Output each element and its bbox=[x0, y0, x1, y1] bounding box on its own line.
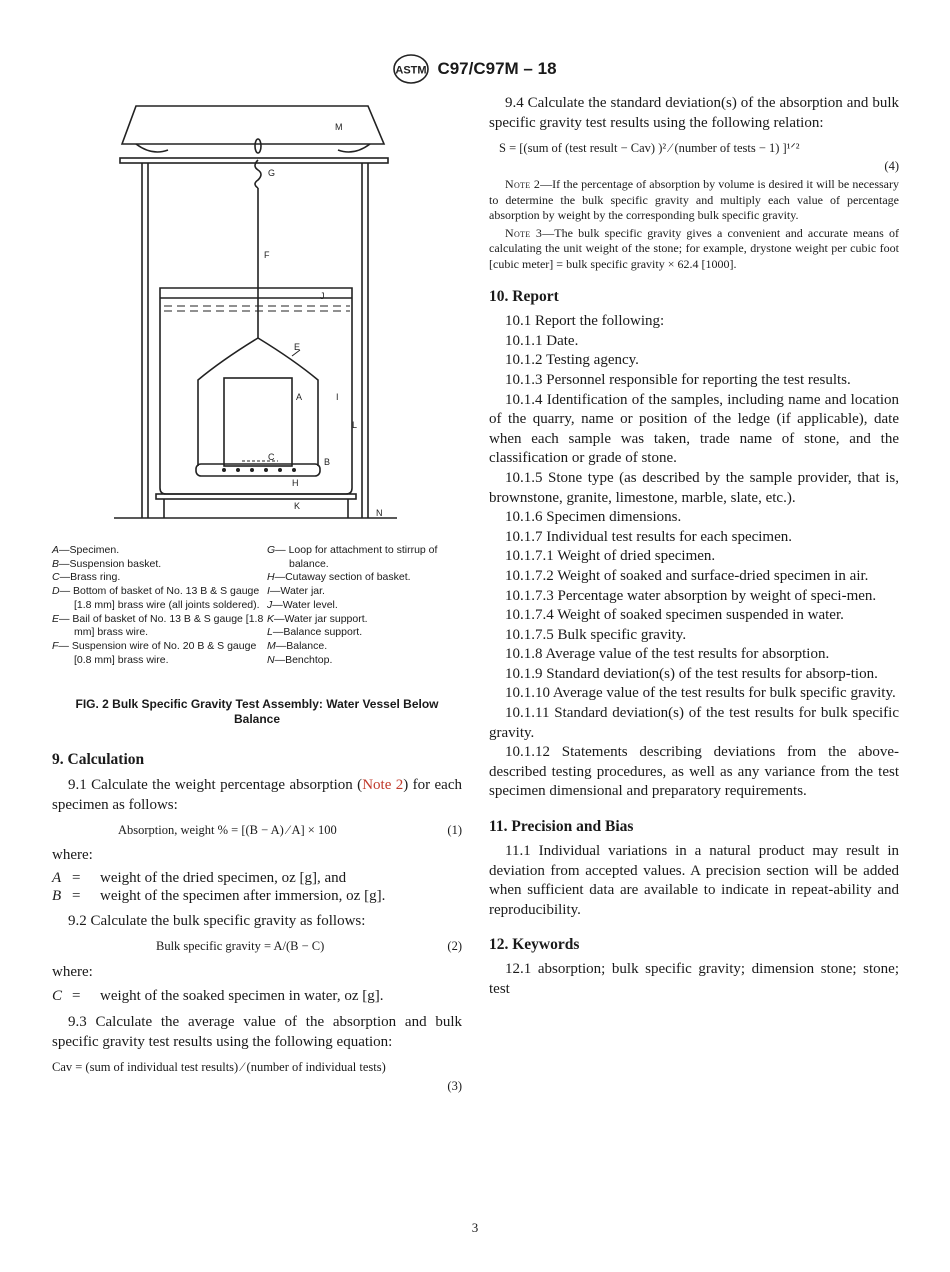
label-M: M bbox=[335, 122, 343, 132]
label-I: I bbox=[336, 392, 339, 402]
section-12-heading: 12. Keywords bbox=[489, 936, 580, 954]
where-label: where: bbox=[52, 847, 93, 864]
report-item: 10.1.8 Average value of the test results for absorption. bbox=[505, 646, 830, 663]
label-N: N bbox=[376, 508, 383, 518]
equation-3-number: (3) bbox=[447, 1079, 462, 1094]
astm-logo bbox=[393, 54, 429, 84]
legend-item: N—Benchtop. bbox=[267, 653, 333, 666]
label-C: C bbox=[268, 452, 275, 462]
basket-bail bbox=[198, 338, 318, 466]
legend-item: K—Water jar support. bbox=[267, 612, 368, 625]
page-number: 3 bbox=[471, 1220, 479, 1235]
report-list bbox=[489, 312, 899, 802]
label-F: F bbox=[264, 250, 270, 260]
left-column-text bbox=[52, 751, 462, 1097]
label-G: G bbox=[268, 168, 276, 178]
legend-left-column bbox=[52, 544, 267, 667]
balance-shape bbox=[122, 106, 384, 144]
where-C: C = weight of the soaked specimen in water, oz [g]. bbox=[52, 987, 384, 1004]
legend-item: M—Balance. bbox=[267, 639, 328, 652]
report-item: 10.1.2 Testing agency. bbox=[505, 352, 639, 369]
where-A: A = weight of the dried specimen, oz [g], and bbox=[52, 869, 347, 886]
report-item: 10.1.7.3 Percentage water absorption by weight of speci-men. bbox=[505, 587, 877, 604]
label-K: K bbox=[294, 501, 301, 511]
figure-legend bbox=[52, 544, 462, 667]
paragraph-9-1: 9.1 Calculate the weight percentage absorption (Note 2) for each specimen as follows: bbox=[52, 777, 462, 813]
label-H: H bbox=[292, 478, 299, 488]
note-2-link[interactable]: Note 2 bbox=[362, 777, 404, 793]
label-L: L bbox=[352, 420, 358, 430]
equation-1: Absorption, weight % = [(B − A) ⁄ A] × 100 (1) bbox=[118, 822, 462, 837]
legend-item: E— Bail of basket of No. 13 B & S gauge [1.8 mm] brass wire. bbox=[52, 612, 264, 639]
legend-item: A—Specimen. bbox=[52, 544, 120, 556]
paragraph-9-4: 9.4 Calculate the standard deviation(s) of the absorption and bulk specific gravity test results using the following relation: bbox=[489, 95, 899, 131]
equation-3: Cav = (sum of individual test results) ⁄ (number of individual tests) bbox=[52, 1060, 386, 1075]
paragraph-11-1: 11.1 Individual variations in a natural product may result in deviation from accepted values. A precision section will be added when sufficient data are available to indicate in repeat-ability and reproducibility. bbox=[489, 843, 899, 918]
balance-shelf bbox=[120, 158, 388, 163]
specimen-block bbox=[224, 378, 292, 466]
report-item: 10.1.7.4 Weight of soaked specimen suspended in water. bbox=[505, 607, 844, 624]
legend-item: I—Water jar. bbox=[267, 585, 325, 598]
legend-item: G— Loop for attachment to stirrup of balance. bbox=[267, 544, 438, 570]
report-item: 10.1.4 Identification of the samples, including name and location of the quarry, name or position of the ledge (if applicable), date when each sample was taken, trade name of stone, and the classification or grade of stone. bbox=[489, 391, 899, 467]
report-item: 10.1.9 Standard deviation(s) of the test results for absorp-tion. bbox=[505, 665, 878, 682]
equation-2: Bulk specific gravity = A/(B − C) (2) bbox=[156, 938, 462, 953]
right-column-text bbox=[489, 94, 899, 1000]
where-B: B = weight of the specimen after immersion, oz [g]. bbox=[52, 888, 386, 905]
legend-right-column bbox=[267, 544, 462, 667]
jar-support bbox=[156, 494, 356, 499]
document-designation: C97/C97M – 18 bbox=[437, 59, 557, 78]
where-label: where: bbox=[52, 964, 93, 981]
report-item: 10.1.7.2 Weight of soaked and surface-dried specimen in air. bbox=[505, 567, 869, 584]
report-item: 10.1.11 Standard deviation(s) of the test results for bulk specific gravity. bbox=[489, 705, 899, 741]
report-item: 10.1.10 Average value of the test results for bulk specific gravity. bbox=[505, 685, 896, 702]
section-9-heading: 9. Calculation bbox=[52, 751, 145, 768]
report-item: 10.1.7 Individual test results for each specimen. bbox=[505, 528, 793, 545]
note-3: Note 3—The bulk specific gravity gives a convenient and accurate means of calculating the unit weight of the stone; for example, drystone weight per cubic foot [cubic meter] = bulk specific gravity × 62.4 [1000]. bbox=[489, 225, 899, 271]
paragraph-9-3: 9.3 Calculate the average value of the absorption and bulk specific gravity test results using the following equation: bbox=[52, 1014, 462, 1051]
astm-logo-text: ASTM bbox=[395, 64, 428, 77]
label-A: A bbox=[296, 392, 303, 402]
equation-4-number: (4) bbox=[884, 158, 899, 173]
legend-item: D— Bottom of basket of No. 13 B & S gauge [1.8 mm] brass wire (all joints soldered). bbox=[52, 585, 260, 611]
label-B: B bbox=[324, 457, 331, 467]
section-10-heading: 10. Report bbox=[489, 288, 559, 306]
legend-item: L—Balance support. bbox=[267, 626, 363, 639]
report-item: 10.1.7.1 Weight of dried specimen. bbox=[505, 548, 716, 565]
report-item: 10.1.6 Specimen dimensions. bbox=[505, 509, 682, 526]
report-item: 10.1.1 Date. bbox=[505, 332, 579, 349]
section-11-heading: 11. Precision and Bias bbox=[489, 818, 634, 836]
note-2: Note 2—If the percentage of absorption by volume is desired it will be necessary to determine the bulk specific gravity and multiply each value of percentage absorption by weight by the corresponding bulk specific gravity. bbox=[489, 177, 899, 223]
figure-2-drawing bbox=[52, 98, 462, 528]
report-item: 10.1.3 Personnel responsible for reporting the test results. bbox=[505, 371, 851, 388]
report-item: 10.1.7.5 Bulk specific gravity. bbox=[505, 626, 687, 643]
report-item: 10.1.12 Statements describing deviations from the above-described testing procedures, as well as any variance from the test specimen dimensional and preparatory requirements. bbox=[489, 744, 899, 800]
figure-caption: FIG. 2 Bulk Specific Gravity Test Assembly: Water Vessel Below Balance bbox=[75, 697, 439, 726]
page-header bbox=[0, 54, 950, 84]
legend-item: C—Brass ring. bbox=[52, 571, 121, 584]
label-J: J bbox=[320, 291, 325, 301]
legend-item: J—Water level. bbox=[267, 598, 338, 611]
legend-item: F— Suspension wire of No. 20 B & S gauge [0.8 mm] brass wire. bbox=[52, 639, 257, 666]
label-E: E bbox=[294, 342, 301, 352]
report-item: 10.1.5 Stone type (as described by the sample provider, that is, brownstone, granite, limestone, marble, slate, etc.). bbox=[489, 469, 899, 506]
equation-4: S = [(sum of (test result − Cav) )² ⁄ (number of tests − 1) ]¹ᐟ² bbox=[499, 141, 800, 156]
legend-item: B—Suspension basket. bbox=[52, 557, 162, 570]
legend-item: H—Cutaway section of basket. bbox=[267, 571, 411, 584]
paragraph-9-2: 9.2 Calculate the bulk specific gravity as follows: bbox=[68, 912, 366, 929]
paragraph-12-1: 12.1 absorption; bulk specific gravity; dimension stone; stone; test bbox=[489, 961, 899, 997]
report-item: 10.1 Report the following: bbox=[505, 313, 665, 330]
